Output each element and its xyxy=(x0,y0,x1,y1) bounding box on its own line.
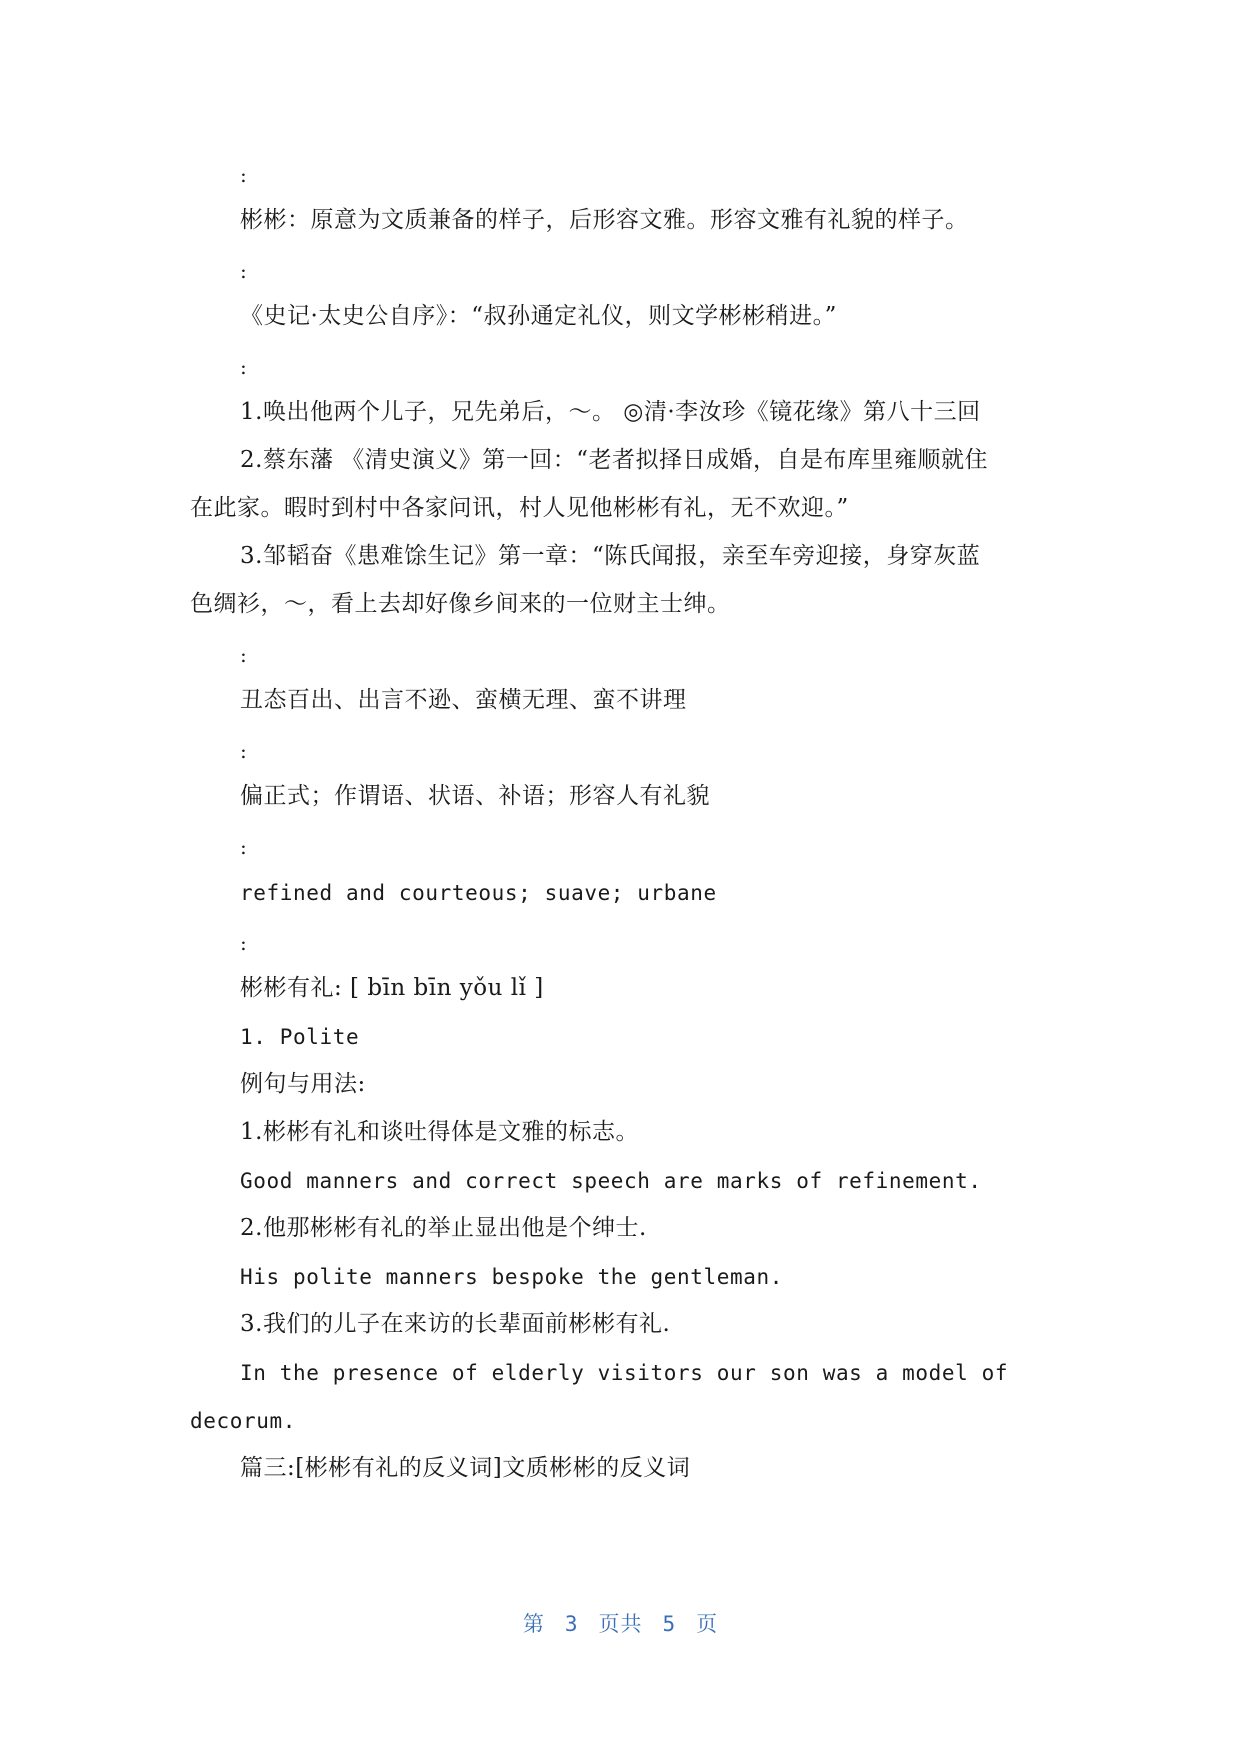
example-line: 3.邹韬奋《患难馀生记》第一章：“陈氏闻报，亲至车旁迎接，身穿灰蓝 xyxy=(240,543,981,569)
colon-separator: : xyxy=(240,259,248,283)
example-sentence-en: In the presence of elderly visitors our son was a model of xyxy=(240,1361,1009,1385)
colon-separator: : xyxy=(240,163,248,187)
example-line-continued: 在此家。暇时到村中各家问讯，村人见他彬彬有礼，无不欢迎。” xyxy=(190,495,849,521)
example-sentence-cn: 2.他那彬彬有礼的举止显出他是个绅士. xyxy=(240,1215,647,1241)
example-sentence-en: Good manners and correct speech are marks of refinement. xyxy=(240,1169,982,1193)
colon-separator: : xyxy=(240,739,248,763)
example-line-continued: 色绸衫，～，看上去却好像乡间来的一位财主士绅。 xyxy=(190,591,731,617)
english-translation-line: refined and courteous; suave; urbane xyxy=(240,881,717,905)
definition-line: 彬彬：原意为文质兼备的样子，后形容文雅。形容文雅有礼貌的样子。 xyxy=(240,207,969,233)
example-sentence-en: His polite manners bespoke the gentleman. xyxy=(240,1265,783,1289)
colon-separator: : xyxy=(240,835,248,859)
footer-prefix: 第 xyxy=(522,1612,545,1636)
footer-suffix: 页 xyxy=(696,1612,719,1636)
footer-middle: 页共 xyxy=(598,1612,643,1636)
meaning-line: 1. Polite xyxy=(240,1025,360,1049)
example-sentence-cn: 1.彬彬有礼和谈吐得体是文雅的标志。 xyxy=(240,1119,639,1145)
usage-line: 偏正式；作谓语、状语、补语；形容人有礼貌 xyxy=(240,783,710,809)
pinyin-line: 彬彬有礼: [ bīn bīn yǒu lǐ ] xyxy=(240,975,544,1001)
total-page-count: 5 xyxy=(662,1612,677,1636)
example-line: 2.蔡东藩 《清史演义》第一回：“老者拟择日成婚，自是布库里雍顺就住 xyxy=(240,447,989,473)
example-sentence-en-continued: decorum. xyxy=(190,1409,296,1433)
section-heading: 篇三:[彬彬有礼的反义词]文质彬彬的反义词 xyxy=(240,1455,691,1481)
current-page-number: 3 xyxy=(564,1612,579,1636)
examples-heading: 例句与用法: xyxy=(240,1071,366,1097)
source-quote-line: 《史记·太史公自序》：“叔孙通定礼仪，则文学彬彬稍进。” xyxy=(240,303,837,329)
colon-separator: : xyxy=(240,355,248,379)
antonyms-line: 丑态百出、出言不逊、蛮横无理、蛮不讲理 xyxy=(240,687,687,713)
colon-separator: : xyxy=(240,931,248,955)
example-line: 1.唤出他两个儿子，兄先弟后，～。 ◎清·李汝珍《镜花缘》第八十三回 xyxy=(240,399,981,425)
example-sentence-cn: 3.我们的儿子在来访的长辈面前彬彬有礼. xyxy=(240,1311,671,1337)
page-footer xyxy=(0,1608,1241,1638)
colon-separator: : xyxy=(240,643,248,667)
